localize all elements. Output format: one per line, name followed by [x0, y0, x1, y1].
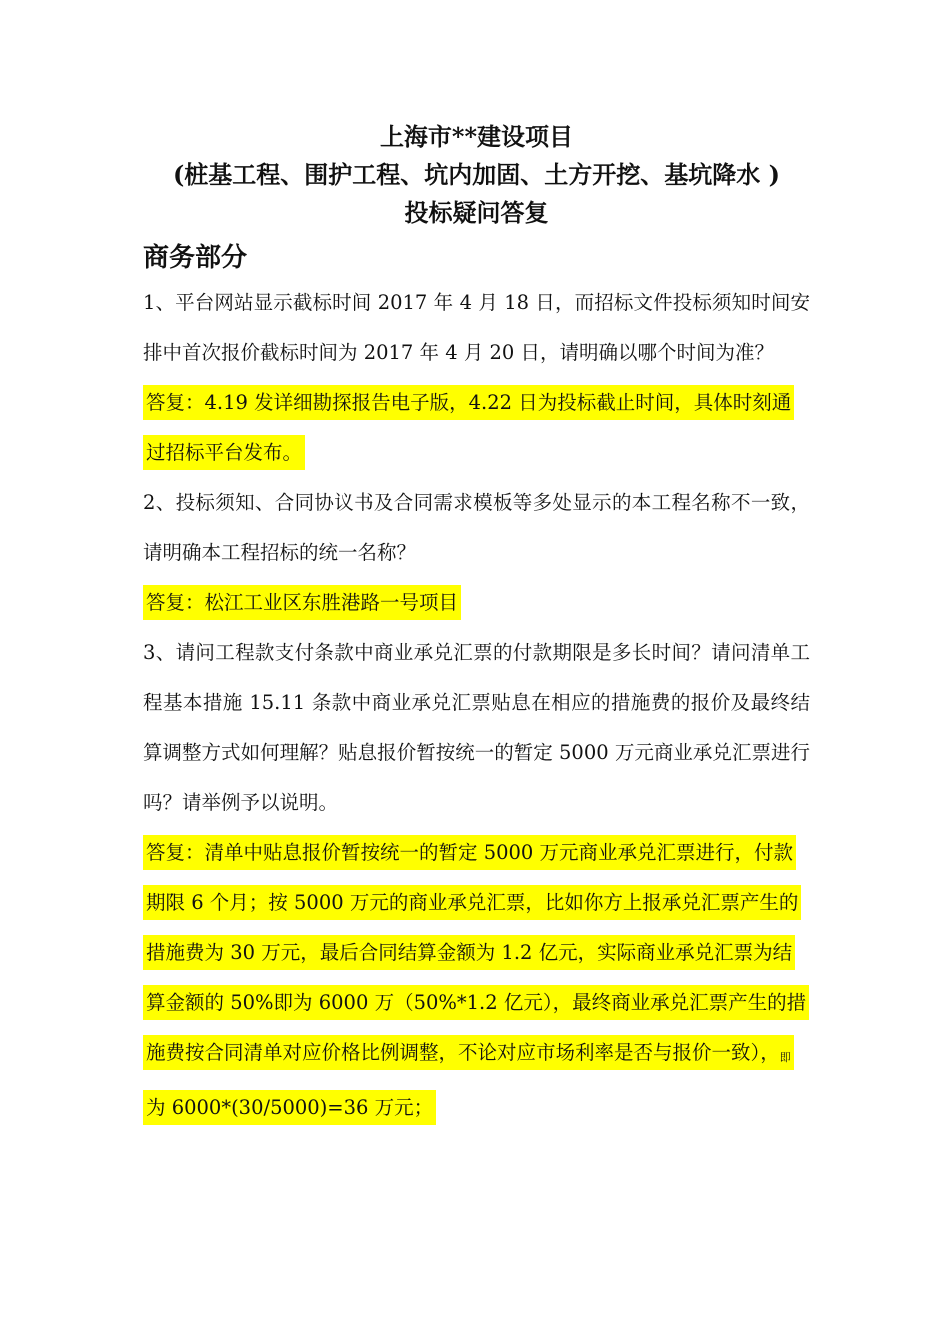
answer-2: 答复：松江工业区东胜港路一号项目 — [143, 585, 461, 620]
answer-3-block — [143, 828, 810, 1133]
answer-2-block — [143, 578, 810, 628]
title-line-3: 投标疑问答复 — [404, 198, 549, 227]
title-line-2: (桩基工程、围护工程、坑内加固、土方开挖、基坑降水 ) — [172, 160, 781, 189]
answer-3-small-char: 即 — [779, 1051, 791, 1064]
question-1: 1、平台网站显示截标时间 2017 年 4 月 18 日，而招标文件投标须知时间安排中首次报价截标时间为 2017 年 4 月 20 日，请明确以哪个时间为准？ — [143, 291, 810, 364]
document-page — [143, 118, 810, 1133]
answer-3 — [143, 835, 809, 1125]
section-heading: 商务部分 — [143, 243, 248, 273]
answer-1: 答复：4.19 发详细勘探报告电子版，4.22 日为投标截止时间，具体时刻通过招标平台发布。 — [143, 385, 794, 470]
question-3: 3、请问工程款支付条款中商业承兑汇票的付款期限是多长时间？请问清单工程基本措施 15.11 条款中商业承兑汇票贴息在相应的措施费的报价及最终结算调整方式如何理解？贴息报价暂按统一的暂定 5000 万元商业承兑汇票进行吗？请举例予以说明。 — [143, 641, 810, 814]
answer-3-tail: 为 6000*(30/5000)=36 万元； — [146, 1096, 434, 1119]
document-title — [133, 118, 820, 232]
answer-3-main: 答复：清单中贴息报价暂按统一的暂定 5000 万元商业承兑汇票进行，付款期限 6 个月；按 5000 万元的商业承兑汇票，比如你方上报承兑汇票产生的措施费为 30 万元，最后合同结算金额为 1.2 亿元，实际商业承兑汇票为结算金额的 50%即为 6000 万（50%*1.2 亿元），最终商业承兑汇票产生的措施费按合同清单对应价格比例调整，不论对应市场利率是否与报价一致）， — [146, 841, 807, 1064]
question-2: 2、投标须知、合同协议书及合同需求模板等多处显示的本工程名称不一致，请明确本工程招标的统一名称？ — [143, 491, 810, 564]
answer-1-block — [143, 378, 810, 478]
title-line-1: 上海市**建设项目 — [379, 122, 574, 151]
